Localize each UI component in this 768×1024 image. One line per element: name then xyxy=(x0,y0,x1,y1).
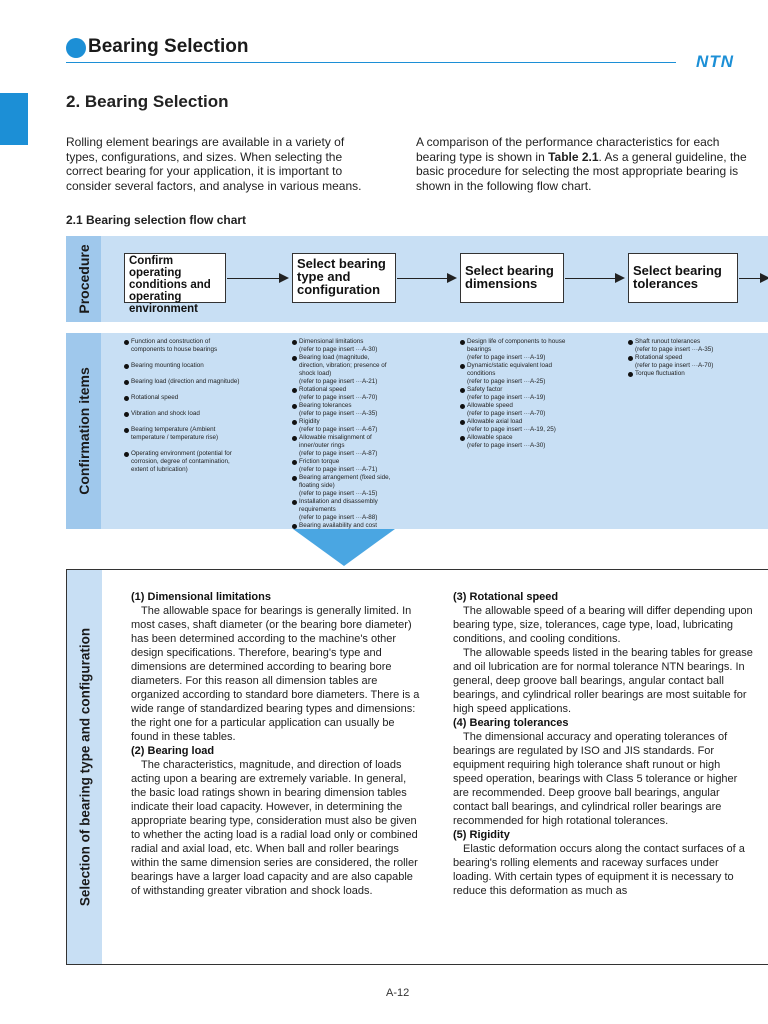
confirmation-item-text: Rotational speed xyxy=(131,394,179,401)
confirmation-item xyxy=(460,402,570,418)
confirmation-item-text: Bearing arrangement (fixed side, floating side) xyxy=(299,474,391,489)
step-select-tolerances: Select bearing tolerances xyxy=(628,253,738,303)
page-reference: (refer to page insert ···A-25) xyxy=(467,378,546,385)
confirmation-item xyxy=(460,418,570,434)
page-reference: (refer to page insert ···A-19, 25) xyxy=(467,426,556,433)
page-reference: (refer to page insert ···A-19) xyxy=(467,394,546,401)
confirmation-item xyxy=(292,434,392,458)
confirmation-item-text: Allowable speed xyxy=(467,402,513,409)
page-reference: (refer to page insert ···A-30) xyxy=(467,442,546,449)
confirmation-item-text: Shaft runout tolerances xyxy=(635,338,701,345)
confirmation-item-text: Torque fluctuation xyxy=(635,370,685,377)
confirmation-item-text: Bearing availability and cost xyxy=(299,522,378,529)
confirmation-item xyxy=(292,474,392,498)
selection-box xyxy=(66,569,768,965)
confirmation-item xyxy=(292,458,392,474)
confirmation-item xyxy=(124,410,244,418)
confirmation-item-text: Rotational speed xyxy=(635,354,683,361)
confirmation-item-text: Allowable axial load xyxy=(467,418,523,425)
arrow-right-icon xyxy=(565,278,623,279)
confirmation-item xyxy=(460,434,570,450)
step-confirm-conditions: Confirm operating conditions and operating environment xyxy=(124,253,226,303)
confirmation-list-4 xyxy=(628,338,738,378)
confirmation-item xyxy=(628,338,738,354)
confirmation-item-text: Safety factor xyxy=(467,386,503,393)
heading-bearing-load: (2) Bearing load xyxy=(131,745,215,757)
confirmation-item xyxy=(124,394,244,402)
confirmation-item-text: Installation and disassembly requirements xyxy=(299,498,378,513)
page-reference: (refer to page insert ···A-21) xyxy=(299,378,378,385)
confirmation-item xyxy=(628,354,738,370)
confirmation-item-text: Bearing tolerances xyxy=(299,402,352,409)
body-rigidity: Elastic deformation occurs along the contact surfaces of a bearing's rolling elements and raceway surfaces under loading. With certain types of equipment it is necessary to reduce this deformation as much as xyxy=(453,843,745,897)
confirmation-item xyxy=(124,426,244,442)
confirmation-item-text: Bearing mounting location xyxy=(131,362,204,369)
confirmation-item xyxy=(292,498,392,522)
intro-left: Rolling element bearings are available in a variety of types, configurations, and sizes. When selecting the correct bearing for your application, it is important to consider several factors, and analyse in various means. xyxy=(66,135,362,193)
page-reference: (refer to page insert ···A-67) xyxy=(299,426,378,433)
confirmation-item-text: Dynamic/static equivalent load conditions xyxy=(467,362,553,377)
step-select-type: Select bearing type and configuration xyxy=(292,253,396,303)
body-rotational-speed-2: The allowable speeds listed in the bearing tables for grease and oil lubrication are for normal tolerance NTN bearings. In general, deep groove ball bearings, angular contact ball bearings, and cylindrical roller bearings are most suitable for high speed applications. xyxy=(453,647,753,715)
confirmation-item-text: Bearing load (direction and magnitude) xyxy=(131,378,240,385)
confirmation-item-text: Bearing temperature (Ambient temperature / temperature rise) xyxy=(131,426,219,441)
section-title: 2. Bearing Selection xyxy=(66,92,229,111)
body-bearing-load: The characteristics, magnitude, and direction of loads acting upon a bearing are extremely variable. In general, the basic load ratings shown in bearing dimension tables indicate their load capacity. However, in determining the appropriate bearing type, consideration must also be given to whether the acting load is a radial load only or combined radial and axial load, etc. When ball and roller bearings within the same dimension series are considered, the roller bearings have a larger load capacity and are also capable of withstanding greater vibration and shock loads. xyxy=(131,759,418,897)
page-reference: (refer to page insert ···A-70) xyxy=(467,410,546,417)
confirmation-item-text: Allowable misalignment of inner/outer rings xyxy=(299,434,372,449)
page-reference: (refer to page insert ···A-30) xyxy=(299,346,378,353)
selection-left-column xyxy=(131,590,421,898)
confirmation-item-text: Friction torque xyxy=(299,458,340,465)
confirmation-label: Confirmation items xyxy=(66,333,101,529)
confirmation-item-text: Dimensional limitations xyxy=(299,338,364,345)
heading-bearing-tolerances: (4) Bearing tolerances xyxy=(453,717,569,729)
flowchart-heading: 2.1 Bearing selection flow chart xyxy=(66,213,247,227)
confirmation-item xyxy=(292,354,392,386)
ntn-logo: NTN xyxy=(696,52,734,71)
selection-label: Selection of bearing type and configuration xyxy=(67,570,102,964)
page-reference: (refer to page insert ···A-71) xyxy=(299,466,378,473)
page-number: A-12 xyxy=(386,987,410,999)
header-title: Bearing Selection xyxy=(88,36,249,57)
confirmation-list-2 xyxy=(292,338,392,530)
page-header xyxy=(66,36,736,71)
confirmation-item xyxy=(460,386,570,402)
heading-dimensional-limitations: (1) Dimensional limitations xyxy=(131,591,271,603)
body-bearing-tolerances: The dimensional accuracy and operating tolerances of bearings are regulated by ISO and JIS standards. For equipment requiring high tolerance shaft runout or high speed operation, bearings with Class 5 tolerance or higher are recommended. Deep groove ball bearings, angular contact ball bearings, and cylindrical roller bearings are recommended for high rotational tolerances. xyxy=(453,731,738,827)
confirmation-item-text: Rigidity xyxy=(299,418,320,425)
arrow-right-icon xyxy=(397,278,455,279)
side-tab-marker xyxy=(0,93,28,145)
confirmation-list-3 xyxy=(460,338,570,450)
confirmation-item-text: Design life of components to house bearings xyxy=(467,338,566,353)
confirmation-item xyxy=(124,450,244,474)
selection-right-column xyxy=(453,590,753,898)
confirmation-item-text: Function and construction of components to house bearings xyxy=(131,338,218,353)
heading-rotational-speed: (3) Rotational speed xyxy=(453,591,559,603)
confirmation-item-text: Operating environment (potential for corrosion, degree of contamination, extent of lubrication) xyxy=(131,450,232,473)
page-reference: (refer to page insert ···A-15) xyxy=(299,490,378,497)
body-dimensional-limitations: The allowable space for bearings is generally limited. In most cases, shaft diameter (or the bearing bore diameter) has been determined according to the machine's other design specifications. Therefore, bearing's type and dimensions are determined according to bearing bore diameters. For this reason all dimension tables are organized according to standard bore diameters. There is a wide range of standardized bearing types and dimensions: the right one for a particular application can usually be found in these tables. xyxy=(131,605,420,743)
confirmation-band xyxy=(66,333,768,529)
page-reference: (refer to page insert ···A-88) xyxy=(299,514,378,521)
confirmation-item xyxy=(292,418,392,434)
arrow-right-icon xyxy=(739,278,768,279)
procedure-label: Procedure xyxy=(66,236,101,322)
page-reference: (refer to page insert ···A-19) xyxy=(467,354,546,361)
procedure-band xyxy=(66,236,768,322)
page-reference: (refer to page insert ···A-35) xyxy=(299,410,378,417)
page-reference: (refer to page insert ···A-70) xyxy=(299,394,378,401)
confirmation-item-text: Allowable space xyxy=(467,434,513,441)
intro-right: A comparison of the performance characteristics for each bearing type is shown in Table 2.1. As a general guideline, the basic procedure for selecting the most appropriate bearing is shown in the following flow chart. xyxy=(416,135,747,193)
confirmation-item-text: Vibration and shock load xyxy=(131,410,200,417)
confirmation-item xyxy=(460,362,570,386)
confirmation-item xyxy=(124,362,244,370)
arrow-right-icon xyxy=(227,278,287,279)
page-reference: (refer to page insert ···A-35) xyxy=(635,346,714,353)
confirmation-item xyxy=(292,386,392,402)
confirmation-item xyxy=(628,370,738,378)
confirmation-item xyxy=(124,378,244,386)
confirmation-item xyxy=(124,338,244,354)
confirmation-item-text: Bearing load (magnitude, direction, vibration; presence of shock load) xyxy=(299,354,387,377)
confirmation-item xyxy=(292,338,392,354)
down-arrow-icon xyxy=(293,529,395,566)
body-rotational-speed-1: The allowable speed of a bearing will differ depending upon bearing type, size, tolerances, cage type, load, lubricating conditions, and cooling conditions. xyxy=(453,605,753,645)
confirmation-list-1 xyxy=(124,338,244,482)
bullet-dot-icon xyxy=(66,38,86,58)
confirmation-item xyxy=(460,338,570,362)
header-rule xyxy=(66,62,676,63)
page-reference: (refer to page insert ···A-87) xyxy=(299,450,378,457)
table-reference: Table 2.1 xyxy=(548,149,599,164)
confirmation-item-text: Rotational speed xyxy=(299,386,347,393)
page-reference: (refer to page insert ···A-70) xyxy=(635,362,714,369)
step-select-dimensions: Select bearing dimensions xyxy=(460,253,564,303)
confirmation-item xyxy=(292,402,392,418)
heading-rigidity: (5) Rigidity xyxy=(453,829,510,841)
